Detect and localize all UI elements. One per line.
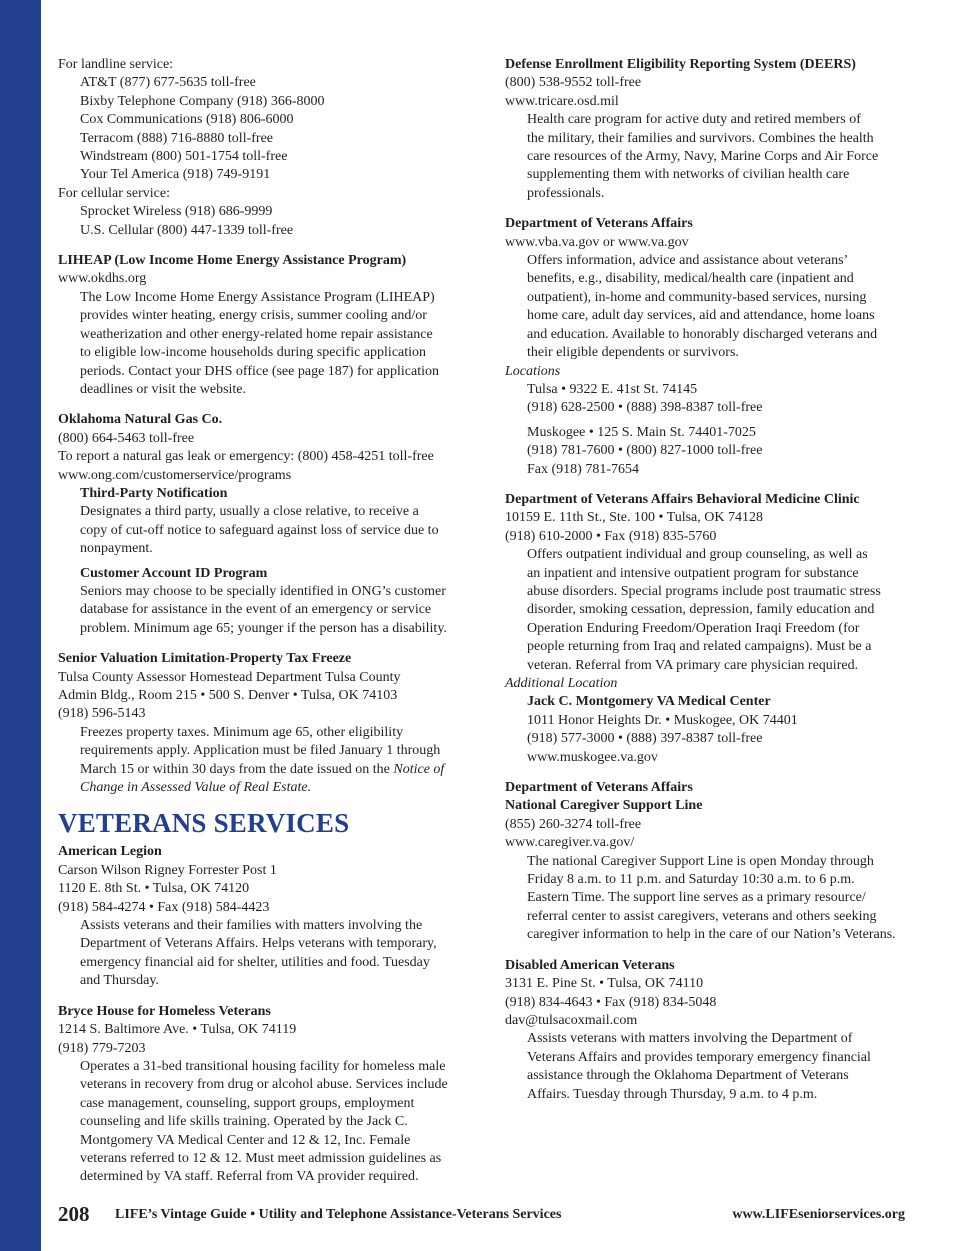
- description-line: and education. Available to honorably discharged veterans and: [527, 326, 878, 342]
- description-line: assistance through the Oklahoma Department of Veterans: [527, 1068, 849, 1084]
- tax-freeze-entry: [58, 650, 458, 797]
- notice-title: Change in Assessed Value of Real Estate.: [80, 780, 312, 796]
- landline-item: AT&T (877) 677-5635 toll-free: [80, 75, 256, 91]
- description-line: Assists veterans with matters involving the Department of: [527, 1031, 853, 1047]
- va-entry: [505, 215, 905, 479]
- description-line: weatherization and other energy-related home repair assistance: [80, 326, 433, 342]
- landline-heading: For landline service:: [58, 57, 174, 72]
- description-line: Seniors may choose to be specially identified in ONG’s customer: [80, 583, 446, 599]
- description-line: [58, 761, 458, 779]
- phone-number: (800) 664-5463 toll-free: [58, 430, 195, 446]
- landline-item: Bixby Telephone Company (918) 366-8000: [80, 93, 325, 109]
- landline-item: Terracom (888) 716-8880 toll-free: [80, 130, 273, 146]
- address-line: Tulsa County Assessor Homestead Department Tulsa County: [58, 669, 401, 685]
- bryce-house-entry: [58, 1003, 458, 1187]
- entry-title: Oklahoma Natural Gas Co.: [58, 412, 223, 428]
- location-line: (918) 577-3000 • (888) 397-8387 toll-free: [527, 731, 763, 747]
- location-line: (918) 781-7600 • (800) 827-1000 toll-free: [527, 443, 763, 459]
- landline-item: Your Tel America (918) 749-9191: [80, 167, 271, 183]
- cellular-heading: For cellular service:: [58, 185, 170, 201]
- address-line: 3131 E. Pine St. • Tulsa, OK 74110: [505, 976, 704, 992]
- section-title-veterans: VETERANS SERVICES: [58, 808, 350, 839]
- description-line: professionals.: [527, 185, 605, 201]
- email-link[interactable]: dav@tulsacoxmail.com: [505, 1012, 638, 1028]
- deers-entry: [505, 56, 905, 203]
- website-link[interactable]: www.ong.com/customerservice/programs: [58, 467, 292, 483]
- description-line: home care, adult day services, aid and attendance, home loans: [527, 308, 875, 324]
- phone-number: (800) 538-9552 toll-free: [505, 75, 642, 91]
- website-link[interactable]: www.tricare.osd.mil: [505, 93, 619, 109]
- description-line: their eligible dependents or survivors.: [527, 345, 739, 361]
- description-line: Veterans Affairs and provides temporary emergency financial: [527, 1049, 871, 1065]
- description-line: outpatient), in-home and community-based services, nursing: [527, 289, 867, 305]
- va-behavioral-entry: [505, 491, 905, 767]
- entry-subtitle: National Caregiver Support Line: [505, 798, 703, 814]
- description-line: Operates a 31-bed transitional housing facility for homeless male: [80, 1058, 446, 1074]
- landline-item: Cox Communications (918) 806-6000: [80, 112, 294, 128]
- left-column: [58, 56, 458, 1187]
- phone-number: (918) 779-7203: [58, 1040, 146, 1056]
- description-line: benefits, e.g., disability, medical/health care (inpatient and: [527, 271, 854, 287]
- description-line: problem. Minimum age 65; younger if the person has a disability.: [80, 620, 447, 636]
- entry-title: Department of Veterans Affairs: [505, 780, 693, 796]
- liheap-entry: [58, 252, 458, 399]
- entry-title: LIHEAP (Low Income Home Energy Assistance Program): [58, 253, 407, 269]
- description-line: veterans in recovery from drug or alcohol abuse. Services include: [80, 1077, 448, 1093]
- description-line: to eligible low-income households during specific application: [80, 345, 427, 361]
- description-line: Offers information, advice and assistance about veterans’: [527, 253, 849, 269]
- cellular-item: Sprocket Wireless (918) 686-9999: [80, 204, 273, 220]
- description-line: case management, counseling, support groups, employment: [80, 1095, 415, 1111]
- address-line: 1120 E. 8th St. • Tulsa, OK 74120: [58, 881, 250, 897]
- phone-number: (918) 596-5143: [58, 706, 146, 722]
- description-line: Friday 8 a.m. to 11 p.m. and Saturday 10:30 a.m. to 6 p.m.: [527, 872, 855, 888]
- description-line: abuse disorders. Special programs include post traumatic stress: [527, 583, 881, 599]
- description-line: people returning from Iraq and related campaigns). Must be a: [527, 639, 872, 655]
- entry-title: Department of Veterans Affairs: [505, 216, 693, 232]
- right-column: [505, 56, 905, 1104]
- description-line: the military, their families and survivors. Combines the health: [527, 130, 874, 146]
- description-line: Assists veterans and their families with matters involving the: [80, 918, 423, 934]
- website-link[interactable]: www.vba.va.gov or www.va.gov: [505, 234, 689, 250]
- description-line: veterans referred to 12 & 12. Must meet admission guidelines as: [80, 1150, 442, 1166]
- description-line: care resources of the Army, Navy, Marine Corps and Air Force: [527, 149, 879, 165]
- description-line: caregiver information to help in the care of our Nation’s Veterans.: [527, 927, 896, 943]
- website-link[interactable]: www.caregiver.va.gov/: [505, 835, 635, 851]
- location-title: Jack C. Montgomery VA Medical Center: [527, 694, 771, 710]
- description-line: and Thursday.: [80, 973, 159, 989]
- description-line: Designates a third party, usually a close relative, to receive a: [80, 504, 419, 520]
- description-line: deadlines or visit the website.: [80, 381, 247, 397]
- entry-title: Defense Enrollment Eligibility Reporting System (DEERS): [505, 57, 856, 72]
- page-footer: [58, 1199, 905, 1229]
- program-title: Customer Account ID Program: [80, 565, 268, 581]
- description-line: an inpatient and intensive outpatient program for substance: [527, 565, 859, 581]
- location-line: 1011 Honor Heights Dr. • Muskogee, OK 74401: [527, 712, 798, 728]
- description-line: veteran. Referral from VA primary care physician required.: [527, 657, 859, 673]
- location-line: (918) 628-2500 • (888) 398-8387 toll-free: [527, 400, 763, 416]
- entry-title: American Legion: [58, 844, 162, 860]
- description-line: Affairs. Tuesday through Thursday, 9 a.m. to 4 p.m.: [527, 1086, 818, 1102]
- program-title: Third-Party Notification: [80, 485, 228, 501]
- description-line: supplementing them with networks of civilian health care: [527, 167, 850, 183]
- address-line: 10159 E. 11th St., Ste. 100 • Tulsa, OK 74128: [505, 510, 763, 526]
- american-legion-entry: [58, 843, 458, 990]
- entry-title: Disabled American Veterans: [505, 957, 675, 973]
- website-link[interactable]: www.muskogee.va.gov: [527, 749, 658, 765]
- landline-item: Windstream (800) 501-1754 toll-free: [80, 149, 288, 165]
- description-line: copy of cut-off notice to safeguard against loss of service due to: [80, 522, 439, 538]
- emergency-line: To report a natural gas leak or emergency: (800) 458-4251 toll-free: [58, 449, 434, 465]
- description-line: Eastern Time. The support line serves as a primary resource/: [527, 890, 866, 906]
- description-line: database for assistance in the event of an emergency or service: [80, 602, 432, 618]
- description-line: emergency financial aid for shelter, utilities and food. Tuesday: [80, 954, 430, 970]
- description-line: The Low Income Home Energy Assistance Program (LIHEAP): [80, 289, 435, 305]
- description-line: provides winter heating, energy crisis, summer cooling and/or: [80, 308, 427, 324]
- location-line: Fax (918) 781-7654: [527, 461, 639, 477]
- description-line: nonpayment.: [80, 541, 153, 557]
- location-line: Tulsa • 9322 E. 41st St. 74145: [527, 381, 698, 397]
- description-line: Freezes property taxes. Minimum age 65, other eligibility: [80, 724, 404, 740]
- description-line: Operation Enduring Freedom/Operation Iraqi Freedom (for: [527, 620, 860, 636]
- cellular-item: U.S. Cellular (800) 447-1339 toll-free: [80, 222, 294, 238]
- locations-label: Locations: [505, 363, 561, 379]
- description-line: Montgomery VA Medical Center and 12 & 12, Inc. Female: [80, 1132, 411, 1148]
- phone-number: (918) 834-4643 • Fax (918) 834-5048: [505, 994, 717, 1010]
- description-text: March 15 or within 30 days from the date issued on the: [80, 761, 394, 777]
- post-name: Carson Wilson Rigney Forrester Post 1: [58, 862, 277, 878]
- footer-url[interactable]: www.LIFEseniorservices.org: [732, 1207, 905, 1222]
- description-line: referral center to assist caregivers, veterans and others seeking: [527, 908, 877, 924]
- description-line: The national Caregiver Support Line is open Monday through: [527, 853, 874, 869]
- description-line: disorder, smoking cessation, depression, family education and: [527, 602, 875, 618]
- phone-number: (855) 260-3274 toll-free: [505, 816, 642, 832]
- description-line: Department of Veterans Affairs. Helps veterans with temporary,: [80, 936, 437, 952]
- caregiver-entry: [505, 779, 905, 945]
- page-number: 208: [58, 1202, 90, 1226]
- address-line: Admin Bldg., Room 215 • 500 S. Denver • Tulsa, OK 74103: [58, 688, 398, 703]
- address-line: 1214 S. Baltimore Ave. • Tulsa, OK 74119: [58, 1022, 297, 1038]
- website-link[interactable]: www.okdhs.org: [58, 271, 147, 287]
- description-line: Offers outpatient individual and group counseling, as well as: [527, 547, 868, 563]
- description-line: counseling and life skills training. Operated by the Jack C.: [80, 1114, 408, 1130]
- location-line: Muskogee • 125 S. Main St. 74401-7025: [527, 424, 756, 440]
- entry-title: Bryce House for Homeless Veterans: [58, 1003, 271, 1019]
- description-line: Health care program for active duty and retired members of: [527, 112, 861, 128]
- phone-number: (918) 584-4274 • Fax (918) 584-4423: [58, 899, 270, 915]
- description-line: determined by VA staff. Referral from VA provider required.: [80, 1169, 419, 1185]
- entry-title: Department of Veterans Affairs Behavioral Medicine Clinic: [505, 491, 860, 507]
- notice-title: Notice of: [393, 761, 445, 777]
- description-line: periods. Contact your DHS office (see page 187) for application: [80, 363, 439, 379]
- description-line: requirements apply. Application must be filed January 1 through: [80, 743, 441, 759]
- additional-location-label: Additional Location: [505, 676, 618, 691]
- entry-title: Senior Valuation Limitation-Property Tax Freeze: [58, 651, 352, 667]
- footer-title: LIFE’s Vintage Guide • Utility and Telephone Assistance-Veterans Services: [115, 1207, 562, 1222]
- phone-service-block: [58, 56, 458, 240]
- ong-entry: [58, 411, 458, 638]
- dav-entry: [505, 957, 905, 1104]
- phone-number: (918) 610-2000 • Fax (918) 835-5760: [505, 528, 717, 544]
- side-color-bar: [0, 0, 41, 1251]
